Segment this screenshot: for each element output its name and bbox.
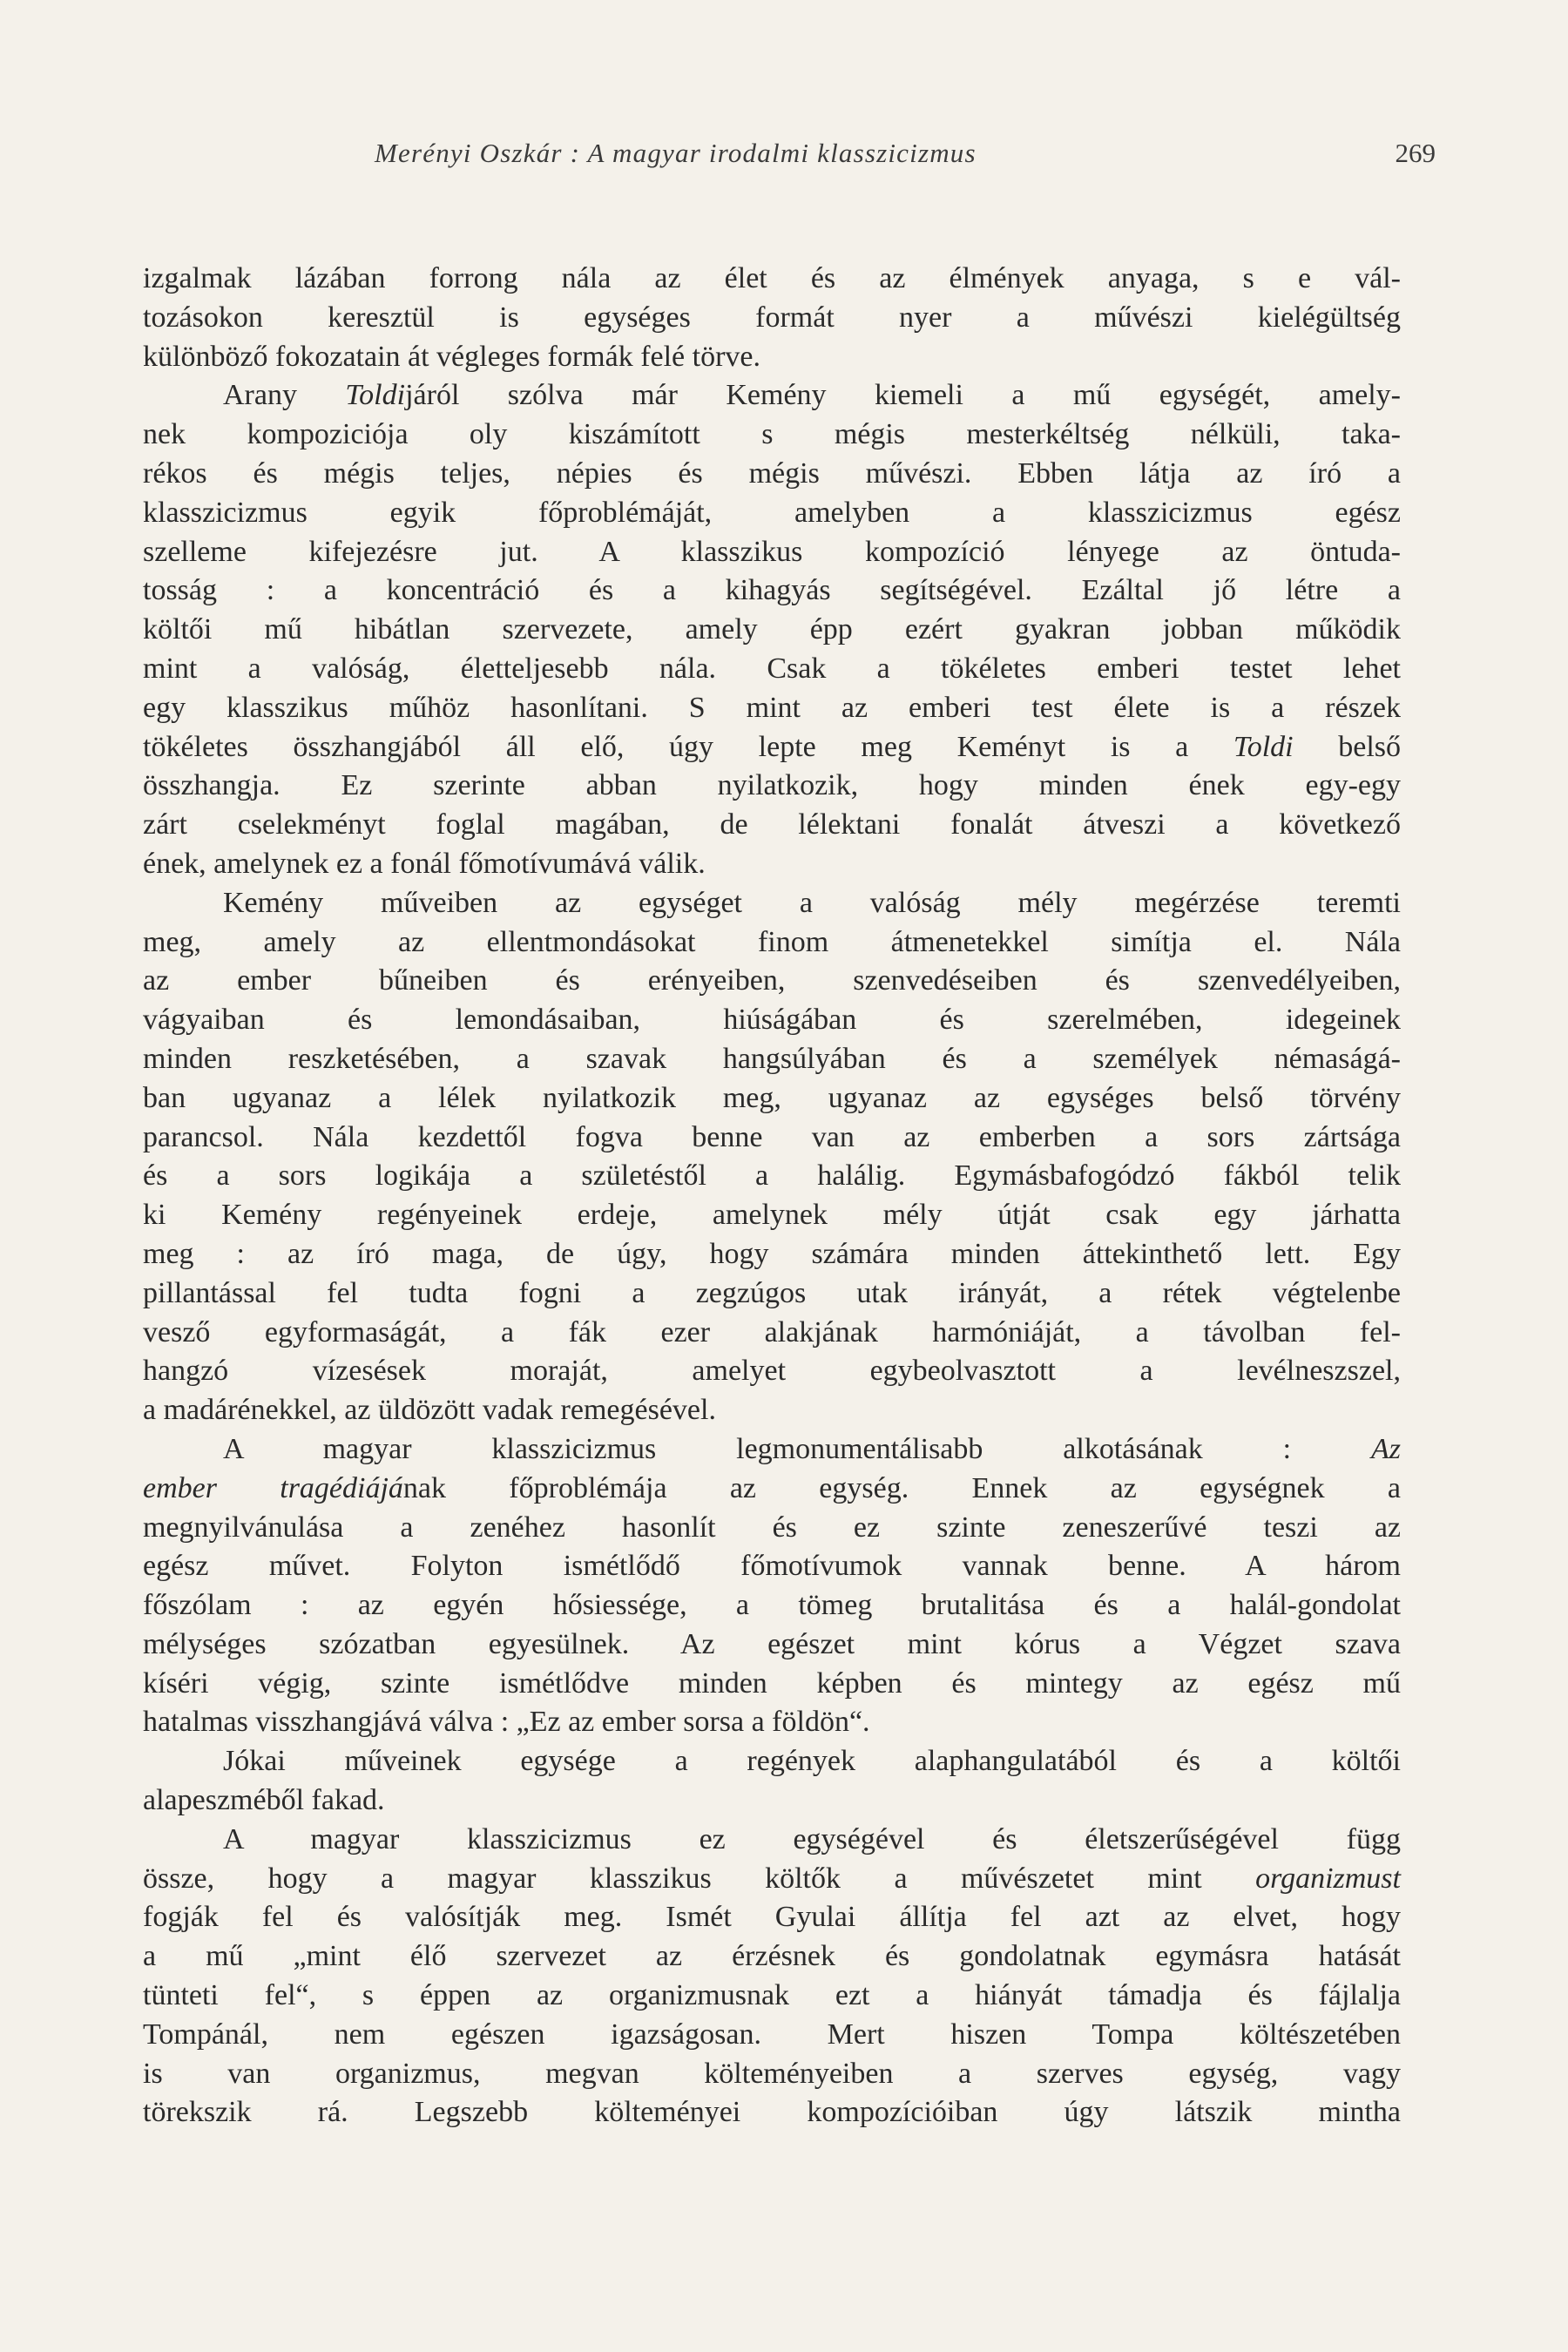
text-line: egy klasszikus műhöz hasonlítani. S mint az emberi test élete is a részek: [143, 691, 1401, 724]
text-line: vágyaiban és lemondásaiban, hiúságában és szerelmében, idegeinek: [143, 1004, 1401, 1037]
text-line: Arany Toldijáról szólva már Kemény kiemeli a mű egységét, amely-: [223, 379, 1401, 412]
text-line: tosság : a koncentráció és a kihagyás segítségével. Ezáltal jő létre a: [143, 574, 1401, 607]
text-line: mint a valóság, életteljesebb nála. Csak a tökéletes emberi testet lehet: [143, 652, 1401, 685]
text-line: nek kompoziciója oly kiszámított s mégis mesterkéltség nélküli, taka-: [143, 418, 1401, 451]
text-line: tozásokon keresztül is egységes formát nyer a művészi kielégültség: [143, 301, 1401, 334]
paragraph: [143, 1742, 1401, 1821]
text-line: az ember bűneiben és erényeiben, szenvedéseiben és szenvedélyeiben,: [143, 964, 1401, 997]
text-line: a mű „mint élő szervezet az érzésnek és gondolatnak egymásra hatását: [143, 1940, 1401, 1973]
text-line: törekszik rá. Legszebb költeményei kompozícióiban úgy látszik mintha: [143, 2096, 1401, 2129]
text-line: a madárénekkel, az üldözött vadak remegésével.: [143, 1394, 716, 1427]
running-head: Merényi Oszkár : A magyar irodalmi klasszicizmus: [375, 138, 977, 168]
text-line: egész művet. Folyton ismétlődő főmotívumok vannak benne. A három: [143, 1550, 1401, 1583]
text-line: ban ugyanaz a lélek nyilatkozik meg, ugyanaz az egységes belső törvény: [143, 1081, 1401, 1114]
text-line: Jókai műveinek egysége a regények alaphangulatából és a költői: [223, 1745, 1401, 1778]
paragraph: [143, 884, 1401, 1430]
text-line: hangzó vízesések moraját, amelyet egybeolvasztott a levélneszszel,: [143, 1355, 1401, 1388]
text-line: ének, amelynek ez a fonál főmotívumává válik.: [143, 847, 706, 880]
italic-title: ember tragédiájá: [143, 1471, 403, 1504]
paragraph: [143, 376, 1401, 883]
text-line: meg, amely az ellentmondásokat finom átmenetekkel simítja el. Nála: [143, 925, 1401, 958]
text-line: A magyar klasszicizmus legmonumentálisabb alkotásának : Az: [223, 1432, 1401, 1465]
text-line: tünteti fel“, s éppen az organizmusnak ezt a hiányát támadja és fájlalja: [143, 1979, 1401, 2012]
italic-title: organizmust: [1255, 1862, 1401, 1895]
text-line: hatalmas visszhangjává válva : „Ez az ember sorsa a földön“.: [143, 1706, 870, 1739]
italic-title: Az: [1371, 1432, 1401, 1465]
paragraph: [143, 260, 1401, 376]
text-line: A magyar klasszicizmus ez egységével és életszerűségével függ: [223, 1822, 1401, 1855]
text-line: vesző egyformaságát, a fák ezer alakjának harmóniáját, a távolban fel-: [143, 1315, 1401, 1348]
text-line: minden reszketésében, a szavak hangsúlyában és a személyek némaságá-: [143, 1042, 1401, 1075]
text-line: meg : az író maga, de úgy, hogy számára minden áttekinthető lett. Egy: [143, 1237, 1401, 1270]
text-line: izgalmak lázában forrong nála az élet és az élmények anyaga, s e vál-: [143, 262, 1401, 294]
text-line: pillantással fel tudta fogni a zegzúgos utak irányát, a rétek végtelenbe: [143, 1276, 1401, 1309]
text-line: rékos és mégis teljes, népies és mégis művészi. Ebben látja az író a: [143, 456, 1401, 490]
text-line: Kemény műveiben az egységet a valóság mély megérzése teremti: [223, 886, 1401, 919]
text-line: megnyilvánulása a zenéhez hasonlít és ez szinte zeneszerűvé teszi az: [143, 1511, 1401, 1544]
body-text: [143, 260, 1401, 2132]
text-line: mélységes szózatban egyesülnek. Az egészet mint kórus a Végzet szava: [143, 1627, 1401, 1660]
text-line: összhangja. Ez szerinte abban nyilatkozik, hogy minden ének egy-egy: [143, 769, 1401, 802]
text-line: kíséri végig, szinte ismétlődve minden képben és mintegy az egész mű: [143, 1666, 1401, 1700]
text-line: is van organizmus, megvan költeményeiben a szerves egység, vagy: [143, 2057, 1401, 2090]
text-line: zárt cselekményt foglal magában, de lélektani fonalát átveszi a következő: [143, 808, 1401, 841]
page-number: 269: [1395, 138, 1436, 168]
text-line: főszólam : az egyén hősiessége, a tömeg brutalitása és a halál-gondolat: [143, 1589, 1401, 1622]
text-line: össze, hogy a magyar klasszikus költők a művészetet mint organizmust: [143, 1862, 1401, 1895]
text-line: tökéletes összhangjából áll elő, úgy lepte meg Keményt is a Toldi belső: [143, 730, 1402, 763]
paragraph: [143, 1430, 1401, 1742]
text-line: fogják fel és valósítják meg. Ismét Gyulai állítja fel azt az elvet, hogy: [143, 1901, 1401, 1934]
text-line: és a sors logikája a születéstől a halálig. Egymásbafogódzó fákból telik: [143, 1159, 1401, 1193]
text-line: különböző fokozatain át végleges formák felé törve.: [143, 340, 761, 373]
page-header: [139, 138, 1436, 179]
text-line: szelleme kifejezésre jut. A klasszikus kompozíció lényege az öntuda-: [143, 535, 1401, 568]
italic-title: Toldi: [345, 379, 406, 412]
italic-title: Toldi: [1233, 730, 1294, 763]
text-line: klasszicizmus egyik főproblémáját, amelyben a klasszicizmus egész: [143, 496, 1401, 529]
text-line: ember tragédiájának főproblémája az egység. Ennek az egységnek a: [143, 1471, 1401, 1504]
text-line: ki Kemény regényeinek erdeje, amelynek mély útját csak egy járhatta: [143, 1199, 1401, 1232]
text-line: alapeszméből fakad.: [143, 1784, 385, 1817]
text-line: Tompánál, nem egészen igazságosan. Mert hiszen Tompa költészetében: [143, 2017, 1401, 2051]
text-line: költői mű hibátlan szervezete, amely épp ezért gyakran jobban működik: [143, 613, 1401, 646]
text-line: parancsol. Nála kezdettől fogva benne van az emberben a sors zártsága: [143, 1120, 1401, 1153]
paragraph: [143, 1821, 1401, 2132]
